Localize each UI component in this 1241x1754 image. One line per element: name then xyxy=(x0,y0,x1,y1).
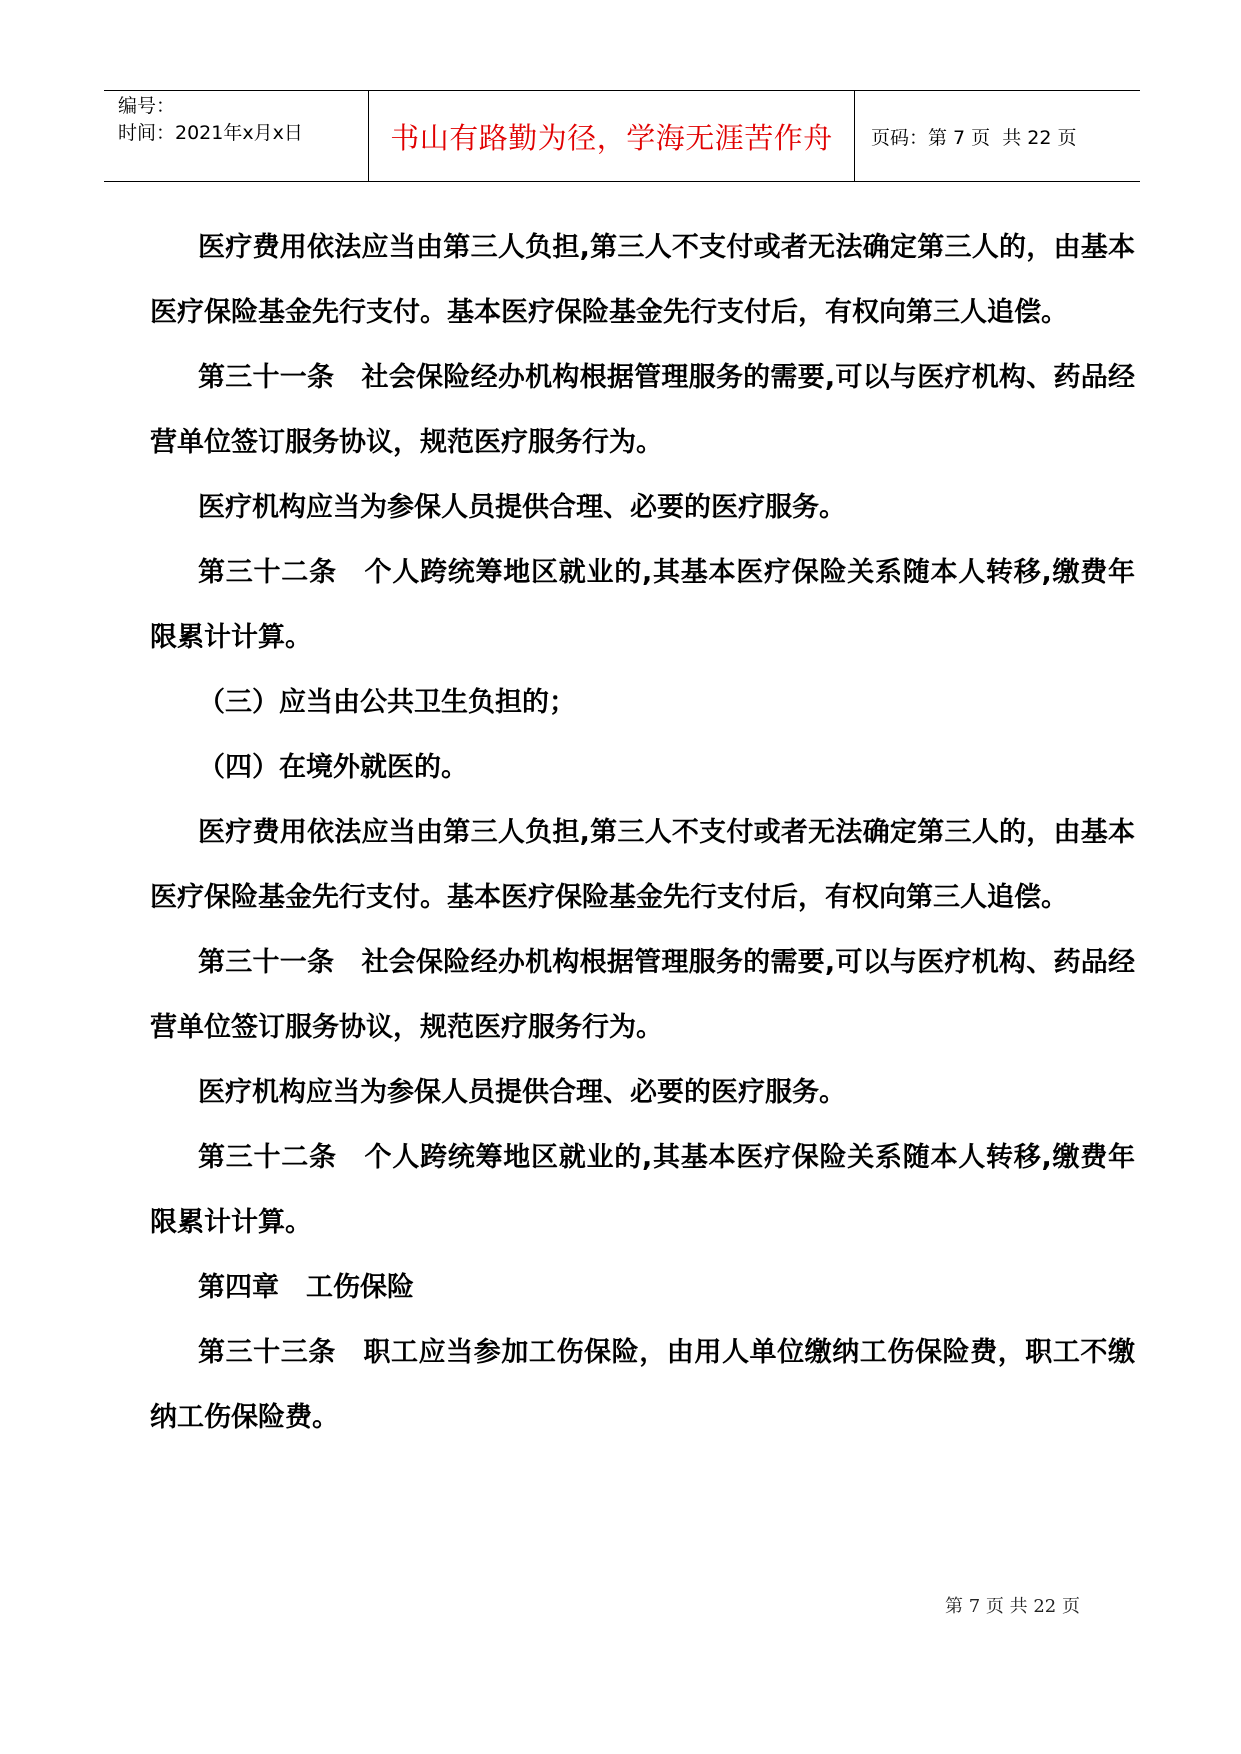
paragraph: 医疗费用依法应当由第三人负担,第三人不支付或者无法确定第三人的，由基本医疗保险基金先行支付。基本医疗保险基金先行支付后，有权向第三人追偿。 xyxy=(150,232,1135,328)
header-page-info: 页码：第 7 页 共 22 页 xyxy=(871,126,1077,149)
header-page-cell xyxy=(855,91,1140,181)
paragraph: 第三十二条 个人跨统筹地区就业的,其基本医疗保险关系随本人转移,缴费年限累计计算。 xyxy=(150,1142,1135,1238)
document-header xyxy=(104,90,1140,182)
paragraph: 第三十一条 社会保险经办机构根据管理服务的需要,可以与医疗机构、药品经营单位签订服务协议，规范医疗服务行为。 xyxy=(150,362,1135,458)
paragraph: 医疗机构应当为参保人员提供合理、必要的医疗服务。 xyxy=(198,492,846,523)
page-footer: 第 7 页 共 22 页 xyxy=(945,1596,1080,1617)
document-time-label: 时间：2021年x月x日 xyxy=(118,122,303,144)
document-body xyxy=(150,215,1135,1450)
header-motto: 书山有路勤为径，学海无涯苦作舟 xyxy=(390,120,833,155)
header-meta-cell xyxy=(104,91,368,181)
paragraph: 医疗机构应当为参保人员提供合理、必要的医疗服务。 xyxy=(198,1077,846,1108)
header-motto-cell xyxy=(368,91,855,181)
chapter-heading: 第四章 工伤保险 xyxy=(198,1272,414,1303)
paragraph: 医疗费用依法应当由第三人负担,第三人不支付或者无法确定第三人的，由基本医疗保险基金先行支付。基本医疗保险基金先行支付后，有权向第三人追偿。 xyxy=(150,817,1135,913)
paragraph: 第三十一条 社会保险经办机构根据管理服务的需要,可以与医疗机构、药品经营单位签订服务协议，规范医疗服务行为。 xyxy=(150,947,1135,1043)
document-number-label: 编号： xyxy=(118,95,176,117)
paragraph: （四）在境外就医的。 xyxy=(198,752,468,783)
paragraph: 第三十二条 个人跨统筹地区就业的,其基本医疗保险关系随本人转移,缴费年限累计计算。 xyxy=(150,557,1135,653)
paragraph: （三）应当由公共卫生负担的； xyxy=(198,687,576,718)
paragraph: 第三十三条 职工应当参加工伤保险，由用人单位缴纳工伤保险费，职工不缴纳工伤保险费。 xyxy=(150,1337,1135,1433)
